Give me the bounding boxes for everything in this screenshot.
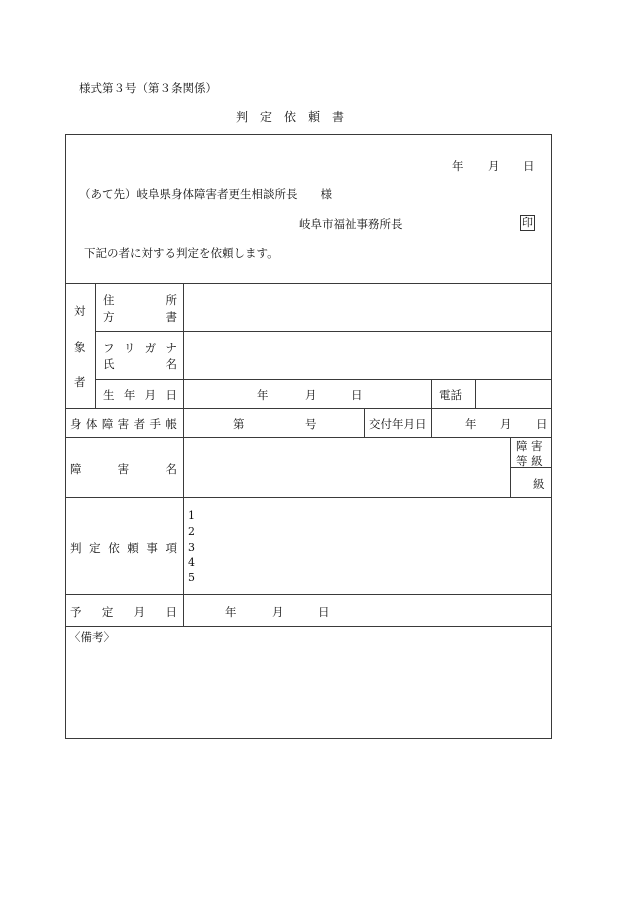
divider bbox=[364, 408, 365, 437]
judgment-items-label: 判 定 依 頼 事 項 bbox=[70, 541, 177, 555]
handbook-label: 身 体 障 害 者 手 帳 bbox=[70, 417, 177, 431]
scheduled-date-label: 予 定 月 日 bbox=[70, 605, 177, 619]
form-number: 様式第３号（第３条関係） bbox=[79, 81, 217, 95]
seal-mark: 印 bbox=[522, 216, 533, 229]
item-number: 1 bbox=[188, 509, 195, 522]
issue-year: 年 bbox=[465, 417, 477, 431]
grade-label: 等 級 bbox=[516, 454, 543, 468]
issue-day: 日 bbox=[536, 417, 548, 431]
birth-day: 日 bbox=[351, 388, 363, 402]
scheduled-month: 月 bbox=[272, 605, 284, 619]
subject-char: 対 bbox=[74, 304, 86, 318]
date-month: 月 bbox=[488, 159, 500, 173]
disability-field[interactable] bbox=[184, 438, 510, 497]
issue-month: 月 bbox=[500, 417, 512, 431]
handbook-go: 号 bbox=[305, 417, 317, 431]
address-field[interactable] bbox=[184, 284, 550, 331]
scheduled-year: 年 bbox=[225, 605, 237, 619]
grade-label: 障 害 bbox=[516, 439, 543, 453]
item-number: 5 bbox=[188, 571, 195, 584]
handbook-dai: 第 bbox=[233, 417, 245, 431]
birth-label: 生 年 月 日 bbox=[103, 388, 177, 402]
scheduled-day: 日 bbox=[318, 605, 330, 619]
request-text: 下記の者に対する判定を依頼します。 bbox=[84, 246, 279, 260]
divider bbox=[510, 437, 511, 497]
divider bbox=[65, 594, 551, 595]
item-number: 4 bbox=[188, 556, 195, 569]
address-label: 住 所 bbox=[103, 293, 177, 307]
item-number: 3 bbox=[188, 541, 195, 554]
addressee: （あて先）岐阜県身体障害者更生相談所長 様 bbox=[79, 187, 332, 201]
remarks-label: 〈備考〉 bbox=[69, 630, 115, 644]
furigana-label: フ リ ガ ナ bbox=[103, 341, 177, 355]
divider bbox=[65, 626, 551, 627]
page-title: 判 定 依 頼 書 bbox=[236, 110, 345, 124]
divider bbox=[65, 408, 551, 409]
name-field[interactable] bbox=[184, 332, 550, 379]
divider bbox=[95, 283, 96, 408]
date-year: 年 bbox=[452, 159, 464, 173]
issue-date-label: 交付年月日 bbox=[369, 417, 427, 431]
subject-char: 者 bbox=[74, 375, 86, 389]
phone-field[interactable] bbox=[476, 380, 550, 408]
grade-unit: 級 bbox=[533, 477, 545, 491]
sender: 岐阜市福祉事務所長 bbox=[299, 217, 403, 231]
subject-char: 象 bbox=[74, 340, 86, 354]
divider bbox=[65, 497, 551, 498]
date-day: 日 bbox=[523, 159, 535, 173]
name-label: 氏 名 bbox=[103, 357, 177, 371]
birth-year: 年 bbox=[257, 388, 269, 402]
disability-label: 障 害 名 bbox=[70, 462, 177, 476]
divider bbox=[431, 379, 432, 437]
birth-month: 月 bbox=[305, 388, 317, 402]
remarks-field[interactable] bbox=[66, 646, 550, 736]
address-label: 方 書 bbox=[103, 310, 177, 324]
phone-label: 電話 bbox=[439, 388, 462, 402]
item-number: 2 bbox=[188, 525, 195, 538]
